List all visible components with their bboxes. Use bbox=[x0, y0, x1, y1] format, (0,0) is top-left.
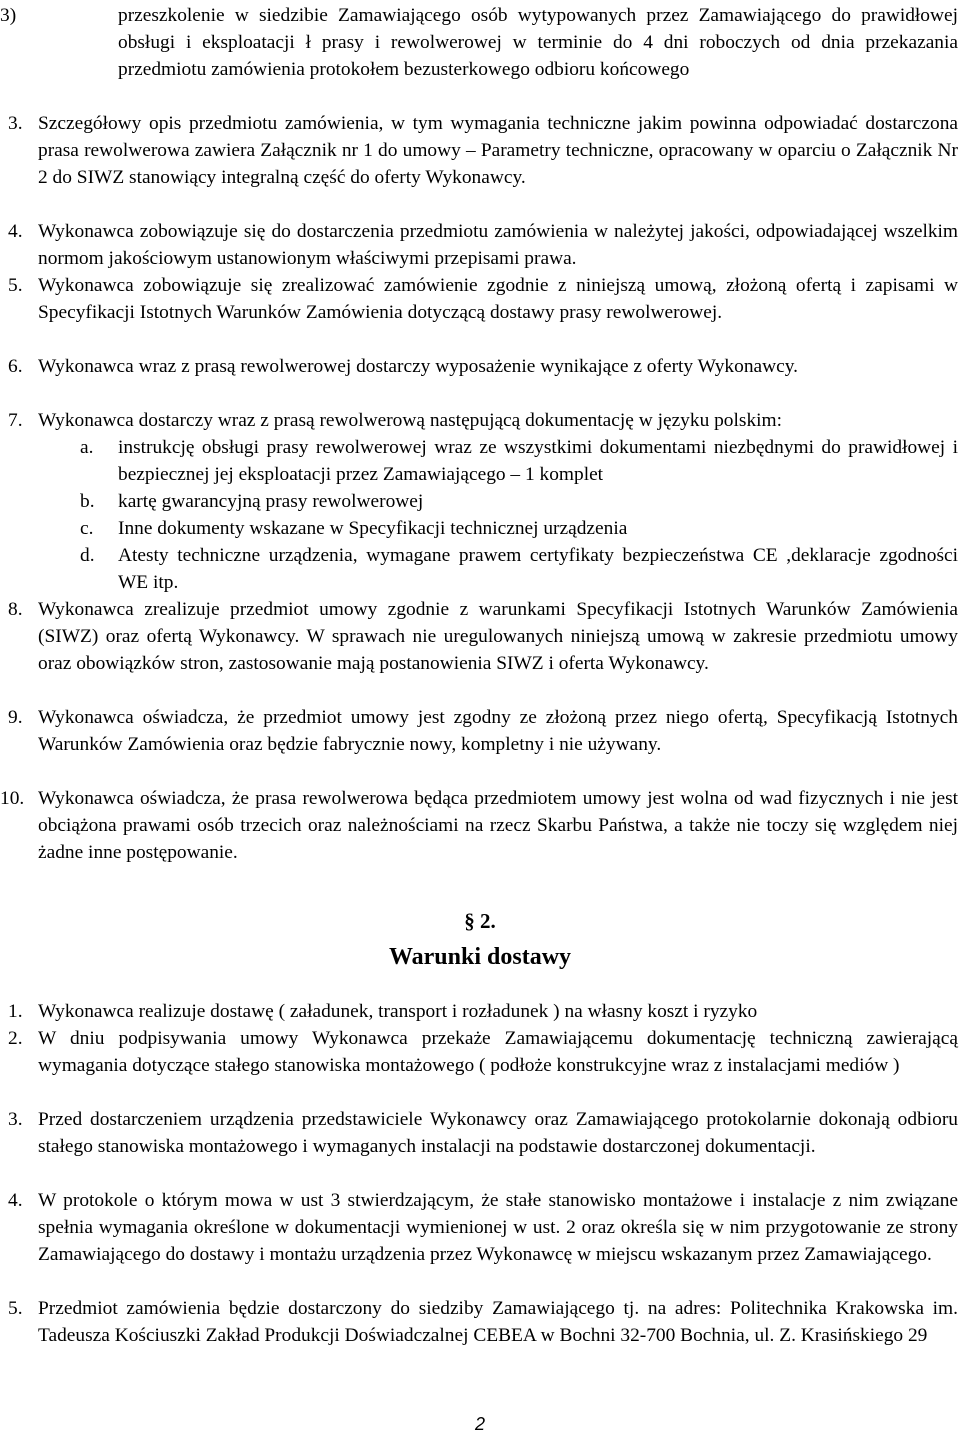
list-item-number: 3. bbox=[8, 113, 23, 134]
sub-list-item-text: Atesty techniczne urządzenia, wymagane prawem certyfikaty bezpieczeństwa CE ,deklaracje zgodności WE itp. bbox=[118, 545, 958, 593]
list-item-number: 1. bbox=[8, 1001, 23, 1022]
list-item-text: W dniu podpisywania umowy Wykonawca przekaże Zamawiającemu dokumentację techniczną zawierającą wymagania dotyczące stałego stanowiska montażowego ( podłoże konstrukcyjne wraz z instalacjami mediów ) bbox=[38, 1028, 958, 1076]
sub-list-item-letter: a. bbox=[80, 437, 94, 458]
list-item bbox=[8, 1187, 958, 1268]
sub-list-item-text: Inne dokumenty wskazane w Specyfikacji technicznej urządzenia bbox=[118, 518, 628, 539]
list-item-text: W protokole o którym mowa w ust 3 stwierdzającym, że stałe stanowisko montażowe i instalacje z nim związane spełnia wymagania określone w dokumentacji wymienionej w ust. 2 oraz określa się w nim przygotowanie ze strony Zamawiającego do dostawy i montażu urządzenia przez Wykonawcę w miejscu wskazanym przez Zamawiającego. bbox=[38, 1190, 958, 1265]
list-item-text: Wykonawca zrealizuje przedmiot umowy zgodnie z warunkami Specyfikacji Istotnych Warunków Zamówienia (SIWZ) oraz ofertą Wykonawcy. W sprawach nie uregulowanych niniejszą umową w zakresie przedmiotu umowy oraz obowiązków stron, zastosowanie mają postanowienia SIWZ i oferta Wykonawcy. bbox=[38, 599, 958, 674]
list-item-number: 2. bbox=[8, 1028, 23, 1049]
list-item bbox=[0, 785, 958, 866]
sub-list-item-letter: b. bbox=[80, 491, 95, 512]
sub-list-item bbox=[80, 515, 958, 542]
list-item bbox=[8, 272, 958, 326]
list-item-number: 8. bbox=[8, 599, 23, 620]
sub-list-item-letter: c. bbox=[80, 518, 94, 539]
list-item-text: Wykonawca zobowiązuje się do dostarczenia przedmiotu zamówienia w należytej jakości, odpowiadającej wszelkim normom jakościowym ustanowionym właściwymi przepisami prawa. bbox=[38, 221, 958, 269]
list-item-text: przeszkolenie w siedzibie Zamawiającego osób wytypowanych przez Zamawiającego do prawidłowej obsługi i eksploatacji ł prasy i rewolwerowej w terminie do 4 dni roboczych od dnia przekazania przedmiotu zamówienia protokołem bezusterkowego odbioru końcowego bbox=[118, 5, 958, 80]
list-item-text: Przedmiot zamówienia będzie dostarczony do siedziby Zamawiającego tj. na adres: Politechnika Krakowska im. Tadeusza Kościuszki Zakład Produkcji Doświadczalnej CEBEA w Bochni 32-700 Bochnia, ul. Z. Krasińskiego 29 bbox=[38, 1298, 958, 1346]
list-item bbox=[8, 407, 958, 434]
list-item-number: 5. bbox=[8, 275, 23, 296]
list-item bbox=[8, 704, 958, 758]
page-number: 2 bbox=[474, 1414, 485, 1434]
list-item-text: Wykonawca realizuje dostawę ( załadunek, transport i rozładunek ) na własny koszt i ryzyko bbox=[38, 1001, 758, 1022]
sub-list-item bbox=[80, 488, 958, 515]
list-item-number: 3. bbox=[8, 1109, 23, 1130]
list-item bbox=[8, 353, 958, 380]
list-item-text: Wykonawca wraz z prasą rewolwerowej dostarczy wyposażenie wynikające z oferty Wykonawcy. bbox=[38, 356, 799, 377]
section-number: § 2. bbox=[464, 909, 496, 933]
list-item bbox=[8, 596, 958, 677]
list-item-text: Szczegółowy opis przedmiotu zamówienia, w tym wymagania techniczne jakim powinna odpowiadać dostarczona prasa rewolwerowa zawiera Załącznik nr 1 do umowy – Parametry techniczne, opracowany w oparciu o Załącznik Nr 2 do SIWZ stanowiący integralną część do oferty Wykonawcy. bbox=[38, 113, 958, 188]
sub-list-item-letter: d. bbox=[80, 545, 95, 566]
list-item-text: Przed dostarczeniem urządzenia przedstawiciele Wykonawcy oraz Zamawiającego protokolarnie dokonają odbioru stałego stanowiska montażowego i wymaganych instalacji na podstawie dostarczonej dokumentacji. bbox=[38, 1109, 958, 1157]
list-item-text: Wykonawca oświadcza, że przedmiot umowy jest zgodny ze złożoną przez niego ofertą, Specyfikacją Istotnych Warunków Zamówienia oraz będzie fabrycznie nowy, kompletny i nie używany. bbox=[38, 707, 958, 755]
sub-list-item-text: instrukcję obsługi prasy rewolwerowej wraz ze wszystkimi dokumentami niezbędnymi do prawidłowej i bezpiecznej jej eksploatacji przez Zamawiającego – 1 komplet bbox=[118, 437, 958, 485]
list-item bbox=[8, 998, 958, 1025]
list-item bbox=[8, 1106, 958, 1160]
list-item bbox=[8, 110, 958, 191]
sub-list-item-text: kartę gwarancyjną prasy rewolwerowej bbox=[118, 491, 424, 512]
list-item-number: 4. bbox=[8, 1190, 23, 1211]
list-item-number: 4. bbox=[8, 221, 23, 242]
sub-list-item bbox=[80, 542, 958, 596]
list-item-text: Wykonawca dostarczy wraz z prasą rewolwerową następującą dokumentację w języku polskim: bbox=[38, 410, 782, 431]
list-item-text: Wykonawca zobowiązuje się zrealizować zamówienie zgodnie z niniejszą umową, złożoną ofertą i zapisami w Specyfikacji Istotnych Warunków Zamówienia dotyczącą dostawy prasy rewolwerowej. bbox=[38, 275, 958, 323]
list-item bbox=[8, 1295, 958, 1349]
list-item-number: 3) bbox=[0, 5, 17, 26]
list-item bbox=[8, 218, 958, 272]
list-item-number: 6. bbox=[8, 356, 23, 377]
list-item-text: Wykonawca oświadcza, że prasa rewolwerowa będąca przedmiotem umowy jest wolna od wad fizycznych i nie jest obciążona prawami osób trzecich oraz należnościami na rzecz Skarbu Państwa, a także nie toczy się względem niej żadne inne postępowanie. bbox=[38, 788, 958, 863]
list-item bbox=[0, 2, 958, 83]
sub-list-item bbox=[80, 434, 958, 488]
list-item bbox=[8, 1025, 958, 1079]
list-item-number: 7. bbox=[8, 410, 23, 431]
list-item-number: 10. bbox=[0, 788, 25, 809]
list-item-number: 5. bbox=[8, 1298, 23, 1319]
section-title: Warunki dostawy bbox=[388, 944, 572, 970]
list-item-number: 9. bbox=[8, 707, 23, 728]
